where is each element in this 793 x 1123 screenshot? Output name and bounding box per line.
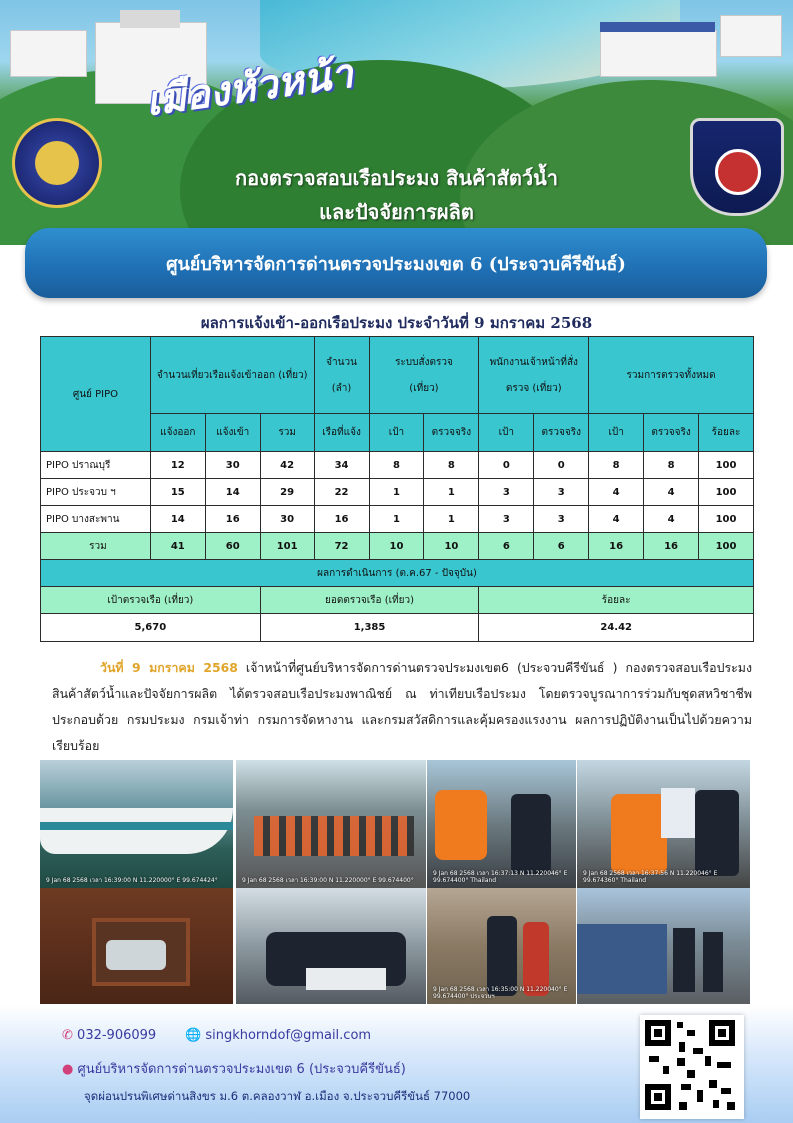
cell: 15 [150, 479, 205, 506]
cell: 14 [205, 479, 260, 506]
phone-contact [62, 1028, 156, 1043]
cell: 4 [589, 479, 644, 506]
header-staff-group: พนักงานเจ้าหน้าที่สั่ง ตรวจ (เที่ยว) [479, 337, 589, 414]
row-name: PIPO ปราณบุรี [41, 452, 151, 479]
ops-value: 24.42 [479, 614, 754, 642]
center-banner-text: ศูนย์บริหารจัดการด่านตรวจประมงเขต 6 (ประจวบคีรีขันธ์) [166, 253, 626, 275]
cell: 100 [699, 452, 754, 479]
sub-header: เรือที่แจ้ง [314, 414, 369, 452]
photo-inspection-table [236, 888, 426, 1004]
photo-document-check [427, 760, 576, 888]
header-trips-group: จำนวนเที่ยวเรือแจ้งเข้าออก (เที่ยว) [150, 337, 314, 414]
header-center: ศูนย์ PIPO [41, 337, 151, 452]
cell: 16 [205, 506, 260, 533]
cell: 14 [150, 506, 205, 533]
center-banner [25, 228, 767, 298]
sub-header: เป้า [589, 414, 644, 452]
ops-title: ผลการดำเนินการ (ต.ค.67 - ปัจจุบัน) [41, 560, 754, 587]
sub-header: เป้า [479, 414, 534, 452]
cell: 3 [479, 506, 534, 533]
photo-crew-id [577, 760, 750, 888]
cell: 42 [260, 452, 314, 479]
cell: 29 [260, 479, 314, 506]
qr-code [640, 1015, 744, 1119]
cell: 8 [424, 452, 479, 479]
photo-stamp: 9 Jan 68 2568 เวลา 16:39:00 N 11.220000° E 99.674400° [242, 877, 414, 884]
sub-header: ตรวจจริง [534, 414, 589, 452]
email-address: singkhorndof@gmail.com [205, 1028, 372, 1043]
cell: 8 [369, 452, 424, 479]
sub-header: ร้อยละ [699, 414, 754, 452]
cell: 3 [534, 506, 589, 533]
town-script-text: เมืองหัวหน้า [142, 49, 356, 126]
photo-stamp: 9 Jan 68 2568 เวลา 16:35:00 N 11.220040° E 99.674400° ประจวบฯ [433, 986, 568, 1000]
sub-header: แจ้งเข้า [205, 414, 260, 452]
cell: 30 [205, 452, 260, 479]
photo-stamp: 9 Jan 68 2568 เวลา 16:39:00 N 11.220000° E 99.674424° [46, 877, 218, 884]
cell: 100 [699, 506, 754, 533]
cell: 100 [699, 479, 754, 506]
cell: 22 [314, 479, 369, 506]
cell: 8 [589, 452, 644, 479]
ops-header: ยอดตรวจเรือ (เที่ยว) [260, 587, 479, 614]
center-contact [62, 1058, 406, 1079]
location-pin-icon: ● [62, 1062, 74, 1077]
report-title: ผลการแจ้งเข้า-ออกเรือประมง ประจำวันที่ 9 มกราคม 2568 [200, 314, 593, 332]
cell: 16 [589, 533, 644, 560]
ops-value: 5,670 [41, 614, 261, 642]
cell: 0 [534, 452, 589, 479]
cell: 0 [479, 452, 534, 479]
cell: 34 [314, 452, 369, 479]
cell: 41 [150, 533, 205, 560]
cell: 6 [479, 533, 534, 560]
cell: 4 [589, 506, 644, 533]
cell: 4 [644, 479, 699, 506]
row-name: PIPO ประจวบ ฯ [41, 479, 151, 506]
cell: 1 [424, 479, 479, 506]
address-line: จุดผ่อนปรนพิเศษด่านสิงขร ม.6 ต.คลองวาฬ อ.เมือง จ.ประจวบคีรีขันธ์ 77000 [84, 1089, 471, 1103]
photo-pier-team [427, 888, 576, 1004]
sub-header: ตรวจจริง [644, 414, 699, 452]
total-row [41, 533, 754, 560]
cell: 6 [534, 533, 589, 560]
photo-boat-boarding [577, 888, 750, 1004]
table-row [41, 452, 754, 479]
sub-header: ตรวจจริง [424, 414, 479, 452]
hero-banner-image [0, 0, 793, 245]
table-row [41, 479, 754, 506]
cell: 101 [260, 533, 314, 560]
cell: 1 [369, 506, 424, 533]
phone-number: 032-906099 [77, 1028, 157, 1043]
cell: 72 [314, 533, 369, 560]
pipo-report-table [40, 336, 754, 642]
cell: 12 [150, 452, 205, 479]
cell: 100 [699, 533, 754, 560]
cell: 1 [369, 479, 424, 506]
photo-stamp: 9 Jan 68 2568 เวลา 16:37:56 N 11.220046° E 99.674360° Thailand [583, 870, 718, 884]
sub-header: แจ้งออก [150, 414, 205, 452]
globe-icon: 🌐 [185, 1028, 202, 1043]
row-name: PIPO บางสะพาน [41, 506, 151, 533]
photo-stamp: 9 Jan 68 2568 เวลา 16:37:13 N 11.220046° E 99.674400° Thailand [433, 870, 568, 884]
sub-header: รวม [260, 414, 314, 452]
hero-title-line1: กองตรวจสอบเรือประมง สินค้าสัตว์น้ำ [235, 166, 558, 190]
cell: 3 [479, 479, 534, 506]
cell: 60 [205, 533, 260, 560]
table-row [41, 506, 754, 533]
email-contact [185, 1028, 371, 1043]
cell: 3 [534, 479, 589, 506]
report-paragraph [52, 655, 752, 759]
cell: 1 [424, 506, 479, 533]
ops-value: 1,385 [260, 614, 479, 642]
cell: 16 [314, 506, 369, 533]
cell: 10 [369, 533, 424, 560]
cell: 30 [260, 506, 314, 533]
sub-header: เป้า [369, 414, 424, 452]
hero-title-line2: และปัจจัยการผลิต [319, 200, 474, 224]
header-system-group: ระบบสั่งตรวจ (เที่ยว) [369, 337, 479, 414]
ops-header: ร้อยละ [479, 587, 754, 614]
cell: 16 [644, 533, 699, 560]
report-date: วันที่ 9 มกราคม 2568 [100, 660, 238, 675]
phone-icon: ✆ [62, 1028, 73, 1043]
header-count-group: จำนวน (ลำ) [314, 337, 369, 414]
cell: 8 [644, 452, 699, 479]
total-label: รวม [41, 533, 151, 560]
cell: 4 [644, 506, 699, 533]
photo-crew-on-deck [236, 760, 426, 888]
header-total-group: รวมการตรวจทั้งหมด [589, 337, 754, 414]
photo-fish-hold [40, 888, 233, 1004]
cell: 10 [424, 533, 479, 560]
center-name: ศูนย์บริหารจัดการด่านตรวจประมงเขต 6 (ประจวบคีรีขันธ์) [77, 1062, 406, 1077]
ops-header: เป้าตรวจเรือ (เที่ยว) [41, 587, 261, 614]
photo-boat-hull [40, 760, 233, 888]
report-body: เจ้าหน้าที่ศูนย์บริหารจัดการด่านตรวจประมงเขต6 (ประจวบคีรีขันธ์ ) กองตรวจสอบเรือประมง สินค้าสัตว์น้ำและปัจจัยการผลิต ได้ตรวจสอบเรือประมงพาณิชย์ ณ ท่าเทียบเรือประมง โดยตรวจบูรณาการร่วมกับชุดสหวิชาชีพ ประกอบด้วย กรมประมง กรมเจ้าท่า กรมการจัดหางาน และกรมสวัสดิการและคุ้มครองแรงงาน ผลการปฏิบัติงานเป็นไปด้วยความเรียบร้อย [52, 660, 752, 753]
